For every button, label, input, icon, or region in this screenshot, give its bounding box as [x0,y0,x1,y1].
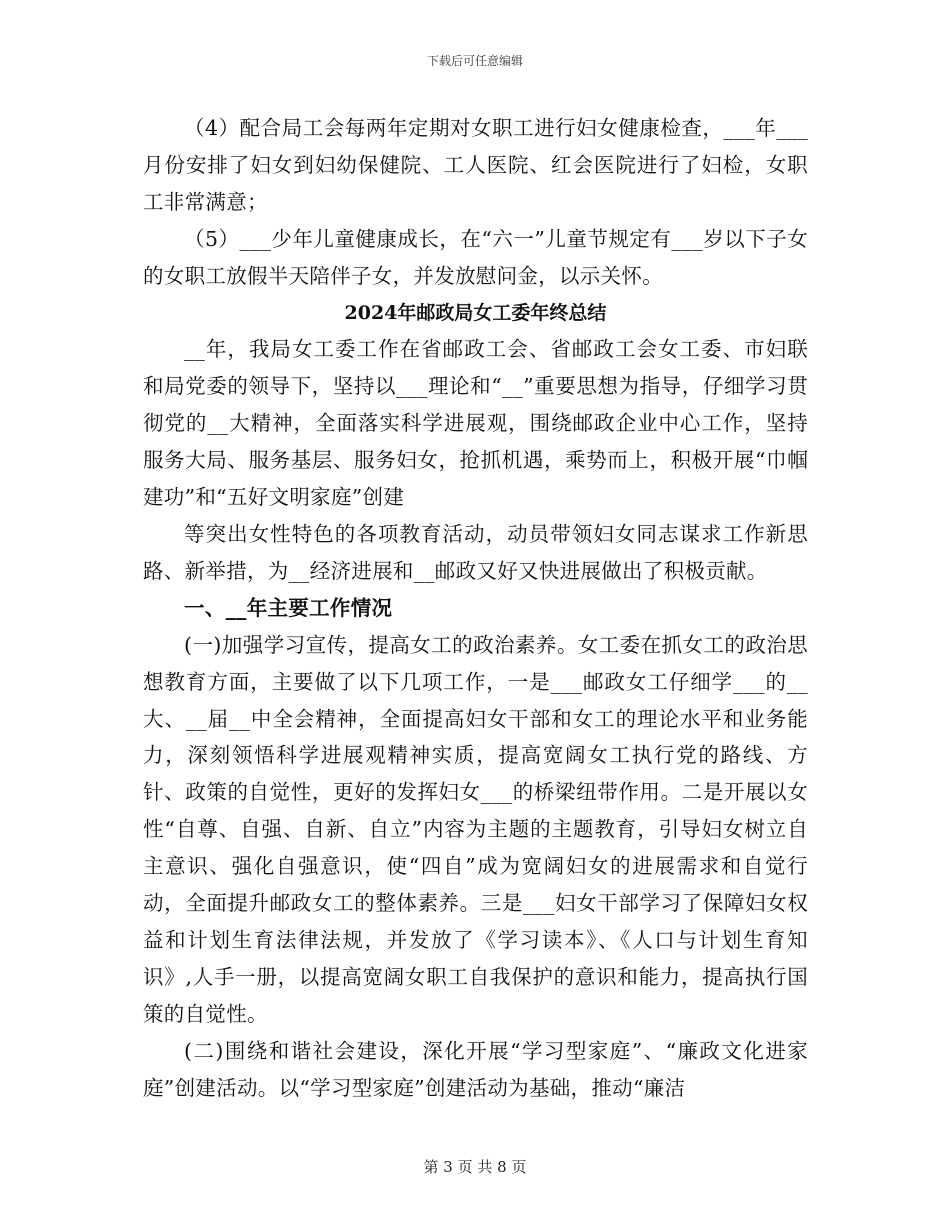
document-title: 2024年邮政局女工委年终总结 [344,301,607,324]
section-heading-1: 一、__年主要工作情况 [184,595,393,620]
document-body [143,110,808,1106]
paragraph-section1-part1: (一)加强学习宣传，提高女工的政治素养。女工委在抓女工的政治思想教育方面，主要做了以下几项工作，一是___邮政女工仔细学___的__大、__届__中全会精神，全面提高妇女干部和女工的理论水平和业务能力，深刻领悟科学进展观精神实质，提高宽阔女工执行党的路线、方针、政策的自觉性，更好的发挥妇女___的桥梁纽带作用。二是开展以女性“自尊、自强、自新、自立”内容为主题的主题教育，引导妇女树立自主意识、强化自强意识，使“四自”成为宽阔妇女的进展需求和自觉行动，全面提升邮政女工的整体素养。三是___妇女干部学习了保障妇女权益和计划生育法律法规，并发放了《学习读本》、《人口与计划生育知识》,人手一册，以提高宽阔女职工自我保护的意识和能力，提高执行国策的自觉性。 [143,632,808,1026]
paragraph-intro-continued: 等突出女性特色的各项教育活动，动员带领妇女同志谋求工作新思路、新举措，为__经济进展和__邮政又好又快进展做出了积极贡献。 [143,521,808,583]
paragraph-item-4: （4）配合局工会每两年定期对女职工进行妇女健康检查，___年___月份安排了妇女到妇幼保健院、工人医院、红会医院进行了妇检，女职工非常满意； [143,116,808,214]
page-number: 第 3 页 共 8 页 [423,1158,527,1176]
page-header: 下载后可任意编辑 [426,54,523,68]
paragraph-item-5: （5）___少年儿童健康成长，在“六一”儿童节规定有___岁以下子女的女职工放假半天陪伴子女，并发放慰问金，以示关怀。 [143,226,808,288]
paragraph-intro: __年，我局女工委工作在省邮政工会、省邮政工会女工委、市妇联和局党委的领导下，坚持以___理论和“__”重要思想为指导，仔细学习贯彻党的__大精神，全面落实科学进展观，围绕邮政企业中心工作，坚持服务大局、服务基层、服务妇女，抢抓机遇，乘势而上，积极开展“巾帼建功”和“五好文明家庭”创建 [143,337,808,510]
paragraph-section1-part2: (二)围绕和谐社会建设，深化开展“学习型家庭”、“廉政文化进家庭”创建活动。以“学习型家庭”创建活动为基础，推动“廉洁 [143,1038,808,1100]
